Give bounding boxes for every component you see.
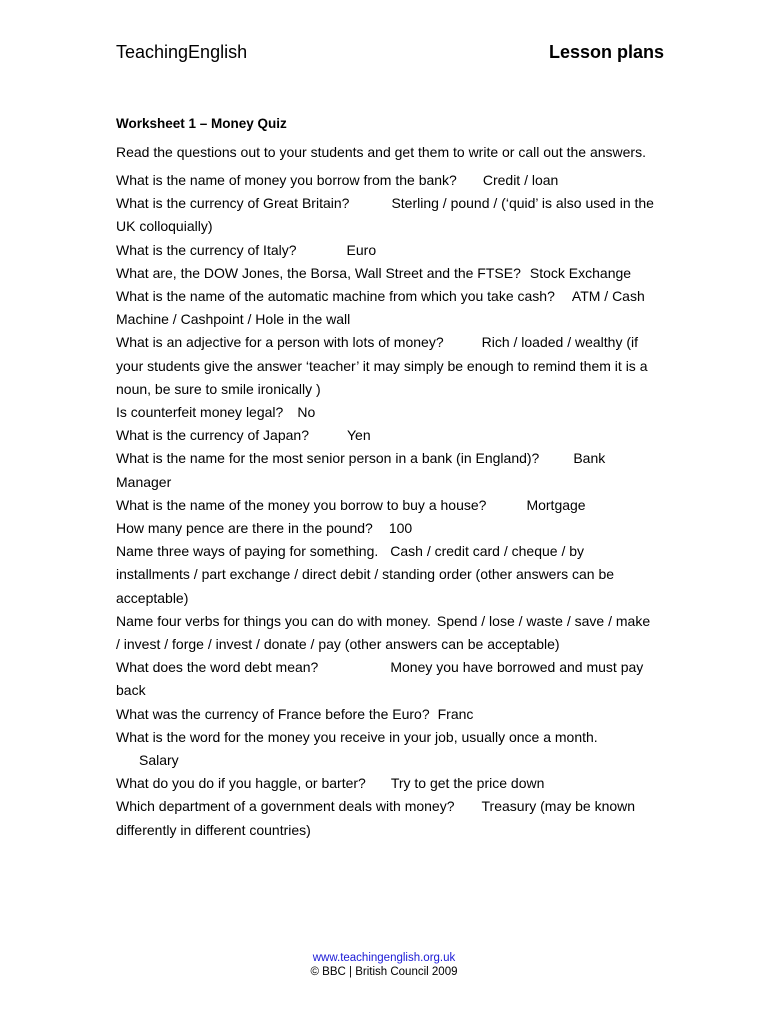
quiz-answer: Credit / loan [482, 172, 559, 188]
quiz-question: What is the name of the money you borrow to buy a house? [116, 496, 487, 513]
quiz-question: What does the word debt mean? [116, 659, 319, 676]
worksheet-intro: Read the questions out to your students and get them to write or call out the answers. [116, 144, 646, 160]
quiz-item [116, 262, 656, 285]
quiz-answer: Cash / credit card / cheque / by installments / part exchange / direct debit / standing order (other answers can be acceptable) [116, 543, 615, 606]
quiz-item [116, 331, 656, 401]
quiz-list [116, 169, 656, 842]
quiz-item [116, 285, 656, 331]
quiz-item [116, 540, 656, 610]
quiz-question: What is the word for the money you receive in your job, usually once a month. [116, 728, 598, 745]
worksheet-content [116, 116, 656, 842]
quiz-answer: Money you have borrowed and must pay back [116, 659, 644, 699]
quiz-question: What is the name of money you borrow from the bank? [116, 172, 457, 188]
quiz-question: Which department of a government deals with money? [116, 798, 455, 815]
quiz-answer: Franc [437, 705, 474, 722]
quiz-item [116, 239, 656, 262]
quiz-answer: Treasury (may be known differently in different countries) [116, 798, 636, 838]
quiz-answer: Spend / lose / waste / save / make / invest / forge / invest / donate / pay (other answers can be acceptable) [116, 612, 651, 653]
website-link[interactable]: www.teachingenglish.org.uk [312, 952, 456, 964]
quiz-answer: Try to get the price down [390, 775, 545, 792]
quiz-question: Name four verbs for things you can do with money. [116, 612, 431, 629]
copyright-notice: © BBC | British Council 2009 [310, 966, 458, 978]
quiz-question: What is the currency of Japan? [116, 427, 309, 444]
quiz-question: What do you do if you haggle, or barter? [116, 775, 366, 792]
brand-name: TeachingEnglish [116, 42, 248, 62]
quiz-question: What are, the DOW Jones, the Borsa, Wall Street and the FTSE? [116, 264, 521, 281]
quiz-answer: Bank Manager [116, 450, 606, 490]
quiz-answer: 100 [388, 520, 413, 537]
quiz-item [116, 517, 656, 540]
quiz-question: What is the name for the most senior person in a bank (in England)? [116, 450, 540, 467]
quiz-answer: Mortgage [526, 496, 586, 513]
quiz-item [116, 192, 656, 238]
quiz-item [116, 703, 656, 726]
quiz-question: How many pence are there in the pound? [116, 520, 373, 537]
quiz-question: What is the currency of Great Britain? [116, 195, 350, 212]
quiz-question: What was the currency of France before the Euro? [116, 705, 430, 722]
quiz-item [116, 447, 656, 493]
quiz-item [116, 169, 656, 192]
quiz-question: Name three ways of paying for something. [116, 543, 379, 560]
page-footer [0, 951, 768, 979]
quiz-item [116, 795, 656, 841]
quiz-answer: Yen [347, 427, 371, 444]
quiz-question: What is the name of the automatic machine from which you take cash? [116, 288, 555, 305]
quiz-item [116, 401, 656, 424]
quiz-answer: Stock Exchange [529, 264, 632, 281]
quiz-question: Is counterfeit money legal? [116, 404, 284, 421]
quiz-item [116, 494, 656, 517]
quiz-question: What is an adjective for a person with lots of money? [116, 334, 444, 351]
quiz-answer: Sterling / pound / (‘quid’ is also used in the UK colloquially) [116, 195, 654, 235]
quiz-answer: ATM / Cash Machine / Cashpoint / Hole in the wall [116, 288, 645, 328]
section-title: Lesson plans [548, 42, 664, 62]
quiz-item [116, 610, 656, 656]
quiz-answer: Euro [346, 241, 377, 258]
quiz-item [116, 772, 656, 795]
quiz-question: What is the currency of Italy? [116, 241, 297, 258]
quiz-answer: Salary [139, 752, 179, 769]
quiz-item [116, 656, 656, 702]
quiz-item [116, 726, 656, 772]
quiz-answer: No [297, 404, 316, 421]
quiz-answer: Rich / loaded / wealthy (if your students give the answer ‘teacher’ it may simply be enough to remind them it is a noun, be sure to smile ironically ) [116, 334, 648, 397]
quiz-item [116, 424, 656, 447]
worksheet-title: Worksheet 1 – Money Quiz [116, 116, 287, 131]
